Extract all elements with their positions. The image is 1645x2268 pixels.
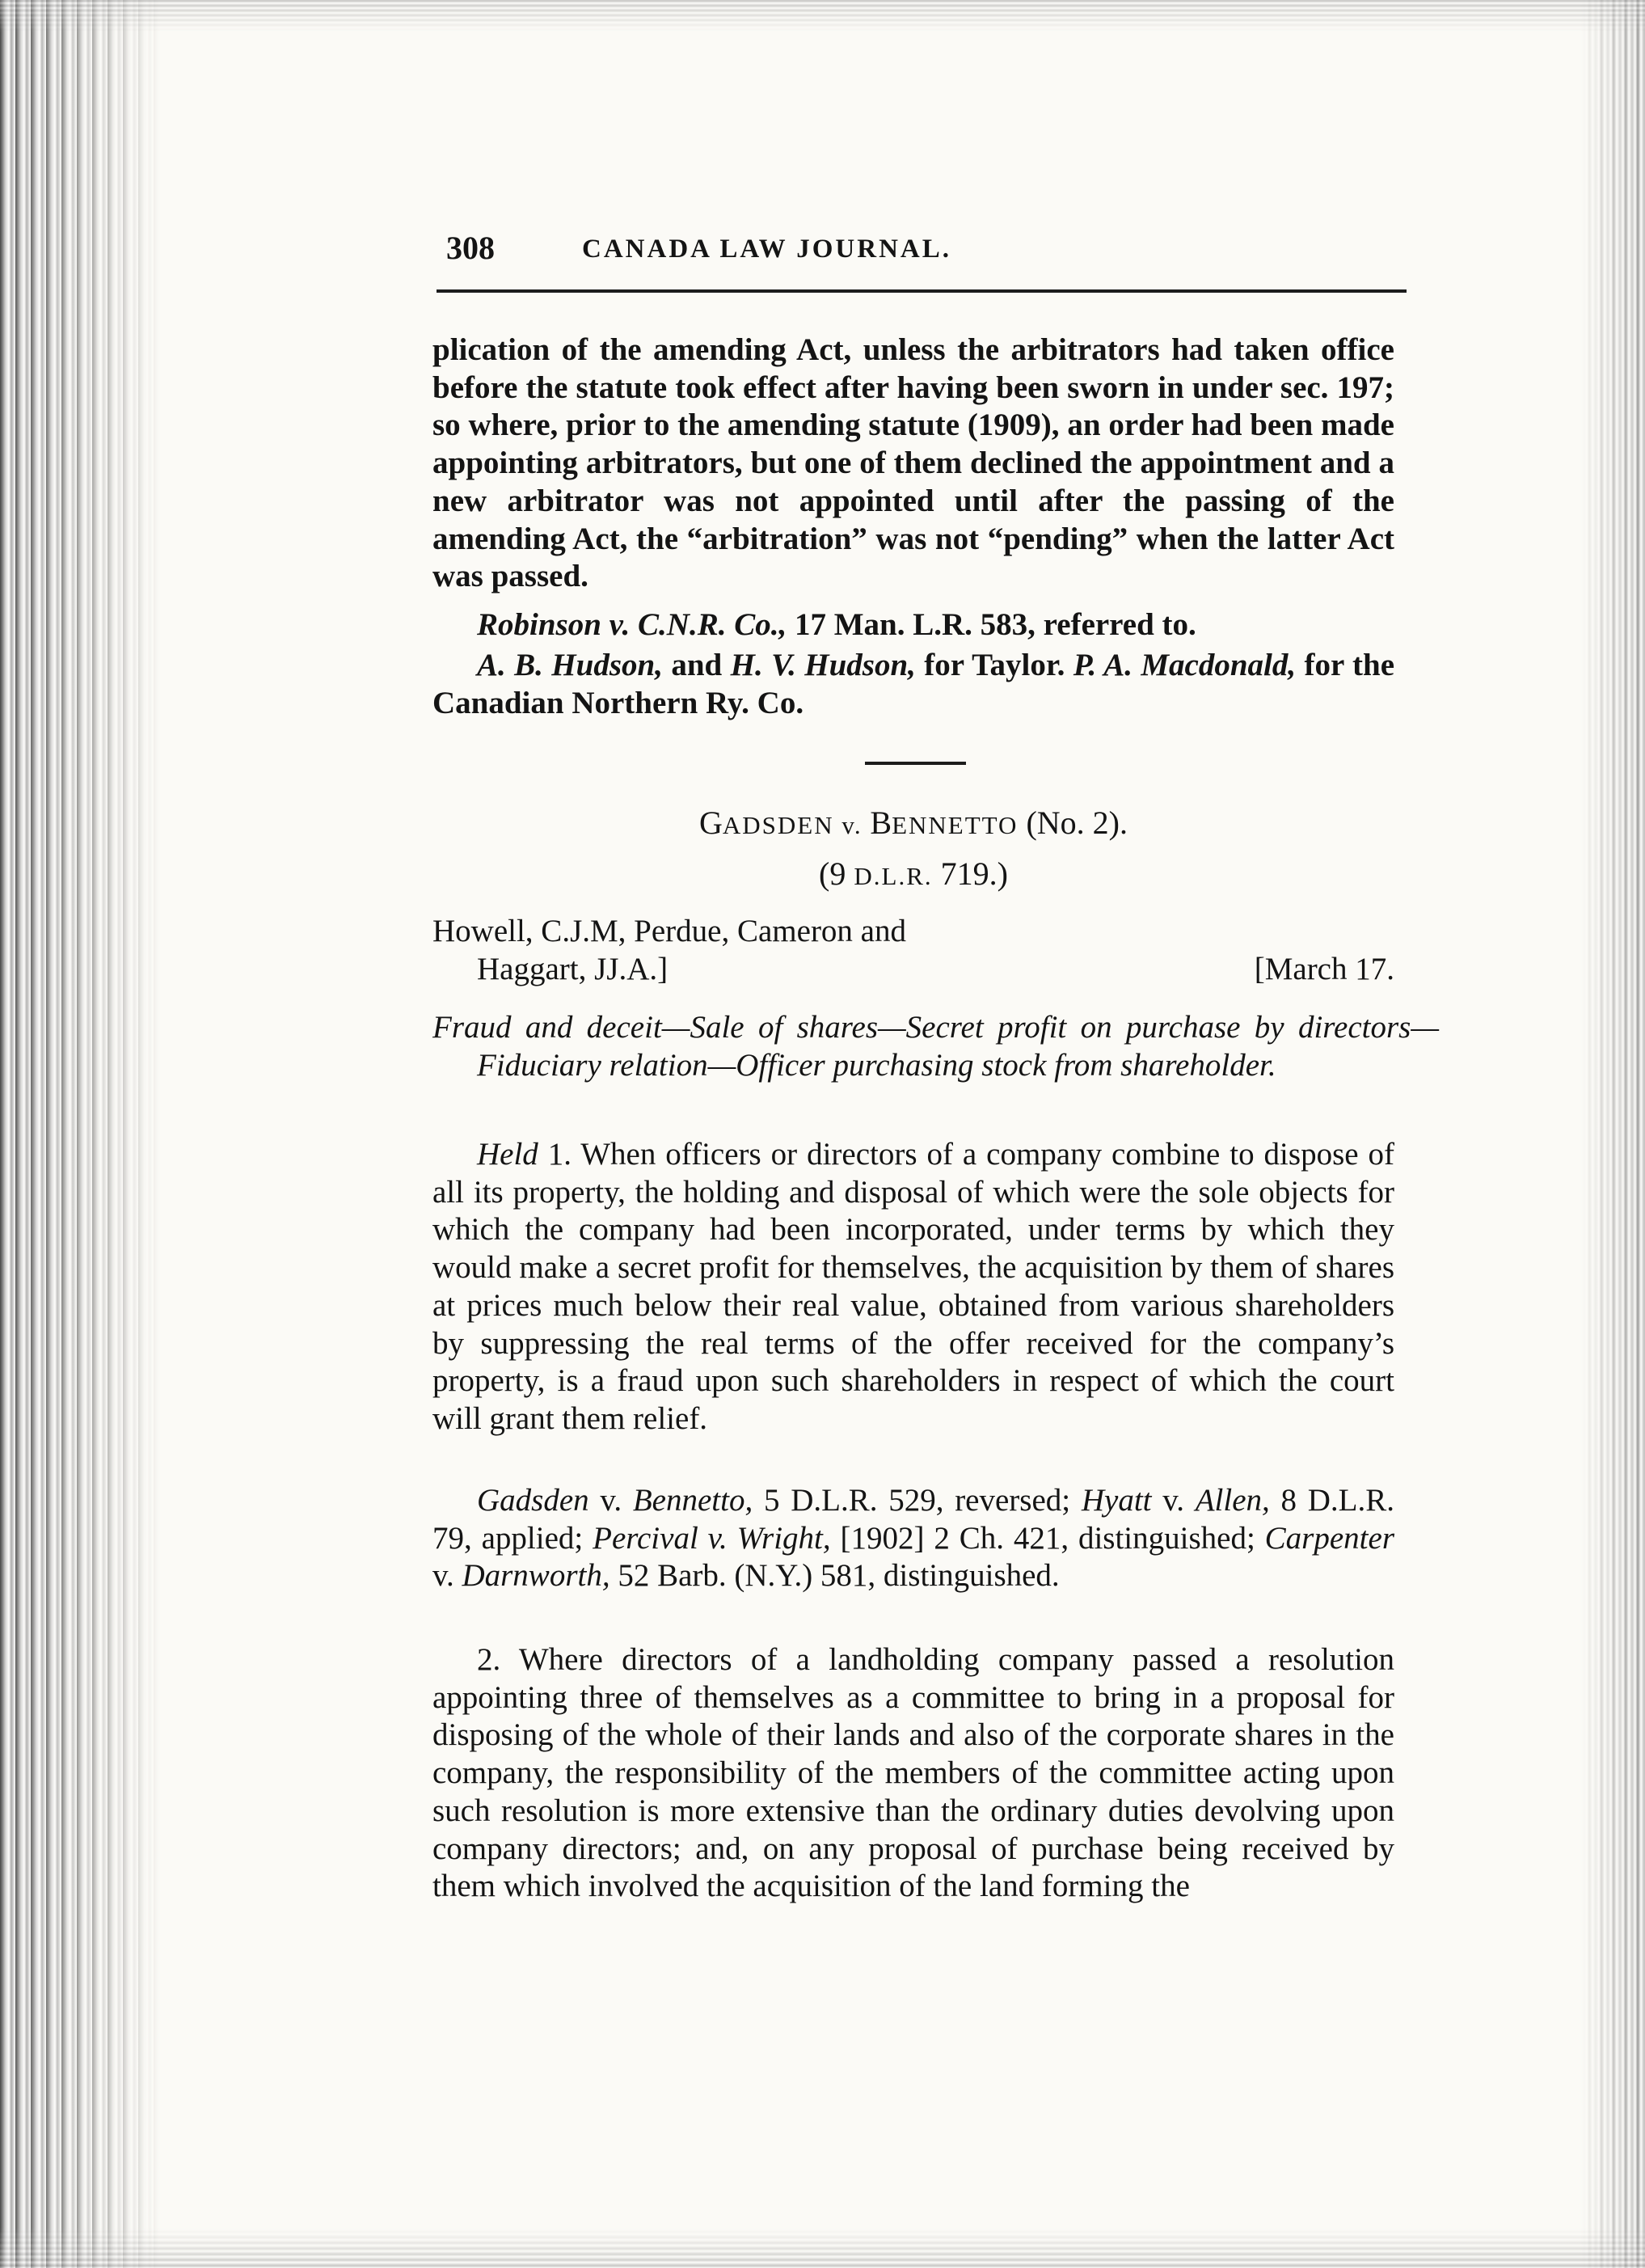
cite-ref2: 8 D.L.R. 79, applied; bbox=[432, 1483, 1395, 1556]
point-two-paragraph: 2. Where directors of a landholding company passed a resolution appointing three of themselves as a committee to bring in a proposal for disposing of the whole of their lands and also of the corporate shares in the company, the responsibility of the members of the committee acting upon such resolution is more extensive than the ordinary duties devolving upon company directors; and, on any proposal of purchase being received by them which involved the acquisition of the land forming the bbox=[432, 1642, 1394, 1904]
cite-percival: Percival v. Wright, bbox=[593, 1520, 831, 1556]
bench-line-2 bbox=[432, 950, 1394, 988]
title-smallcaps-2: ENNETTO bbox=[892, 811, 1019, 839]
citations-paragraph bbox=[432, 1482, 1394, 1595]
reference-rest: 17 Man. L.R. 583, referred to. bbox=[787, 607, 1196, 642]
counsel-b: and bbox=[662, 648, 731, 682]
cite-reporter: D.L.R. bbox=[854, 862, 933, 890]
bench bbox=[432, 912, 1394, 988]
case-title bbox=[432, 805, 1394, 844]
held-label: Held bbox=[477, 1137, 538, 1172]
headnote: Fraud and deceit—Sale of shares—Secret profit on purchase by directors—Fiduciary relation—Officer purchasing stock from shareholder. bbox=[432, 1010, 1439, 1083]
bench-line-1: Howell, C.J.M, Perdue, Cameron and bbox=[432, 914, 906, 948]
counsel-line bbox=[432, 647, 1394, 722]
title-versus: v. bbox=[833, 811, 871, 839]
cite-bennetto: Bennetto, bbox=[632, 1483, 753, 1518]
judgment-date: [March 17. bbox=[1254, 952, 1394, 986]
bench-judges: Haggart, JJ.A.] bbox=[477, 952, 669, 986]
title-initial-g: G bbox=[699, 805, 723, 841]
title-number: (No. 2). bbox=[1018, 805, 1128, 841]
counsel-f: for the Canadian Northern Ry. Co. bbox=[432, 648, 1395, 720]
cite-darnworth: Darnworth, bbox=[462, 1558, 610, 1594]
scan-edge-right bbox=[1580, 0, 1645, 2268]
cite-v1: v. bbox=[588, 1483, 633, 1518]
title-initial-b: B bbox=[870, 805, 892, 841]
cite-carpenter: Carpenter bbox=[1264, 1520, 1394, 1556]
section-divider bbox=[865, 762, 966, 765]
cite-v2: v. bbox=[1151, 1483, 1196, 1518]
scan-edge-left bbox=[0, 0, 162, 2268]
cite-v3: v. bbox=[432, 1558, 462, 1594]
held-paragraph bbox=[432, 1136, 1394, 1438]
cite-close: 719.) bbox=[932, 855, 1008, 892]
running-head: CANADA LAW JOURNAL. bbox=[582, 234, 952, 264]
cite-open: (9 bbox=[819, 855, 854, 892]
case-citation bbox=[432, 855, 1394, 895]
cite-ref4: 52 Barb. (N.Y.) 581, distinguished. bbox=[609, 1558, 1060, 1594]
previous-case-reference bbox=[432, 606, 1394, 644]
cite-hyatt: Hyatt bbox=[1081, 1483, 1152, 1518]
counsel-d: for Taylor. bbox=[915, 648, 1073, 682]
header-rule bbox=[437, 289, 1407, 293]
previous-case-text: plication of the amending Act, unless the arbitrators had taken office before the statute took effect after having been sworn in under sec. 197; so where, prior to the amending statute (1909), an order had been made appointing arbitrators, but one of them declined the appointment and a new arbitrator was not appointed until after the passing of the amending Act, the “arbitration” was not “pending” when the latter Act was passed. bbox=[432, 332, 1394, 594]
counsel-a: A. B. Hudson, bbox=[477, 648, 663, 682]
page-number: 308 bbox=[446, 230, 495, 266]
cite-gadsden: Gadsden bbox=[477, 1483, 589, 1518]
counsel-c: H. V. Hudson, bbox=[730, 648, 916, 682]
scan-edge-top bbox=[0, 0, 1645, 32]
cite-allen: Allen, bbox=[1195, 1483, 1270, 1518]
cite-ref1: 5 D.L.R. 529, reversed; bbox=[753, 1483, 1082, 1518]
counsel-e: P. A. Macdonald, bbox=[1073, 648, 1297, 682]
scan-edge-bottom bbox=[0, 2228, 1645, 2268]
held-text: 1. When officers or directors of a company combine to dispose of all its property, the holding and disposal of which were the sole objects for which the company had been incorporated, under terms by which they would make a secret profit for themselves, the acquisition by them of shares at prices much below their real value, obtained from various shareholders by suppressing the real terms of the offer received for the company’s property, is a fraud upon such shareholders in respect of which the court will grant them relief. bbox=[432, 1137, 1394, 1436]
reference-case-name: Robinson v. C.N.R. Co., bbox=[477, 607, 787, 642]
cite-ref3: [1902] 2 Ch. 421, distinguished; bbox=[830, 1520, 1265, 1556]
title-smallcaps-1: ADSDEN bbox=[722, 811, 834, 839]
